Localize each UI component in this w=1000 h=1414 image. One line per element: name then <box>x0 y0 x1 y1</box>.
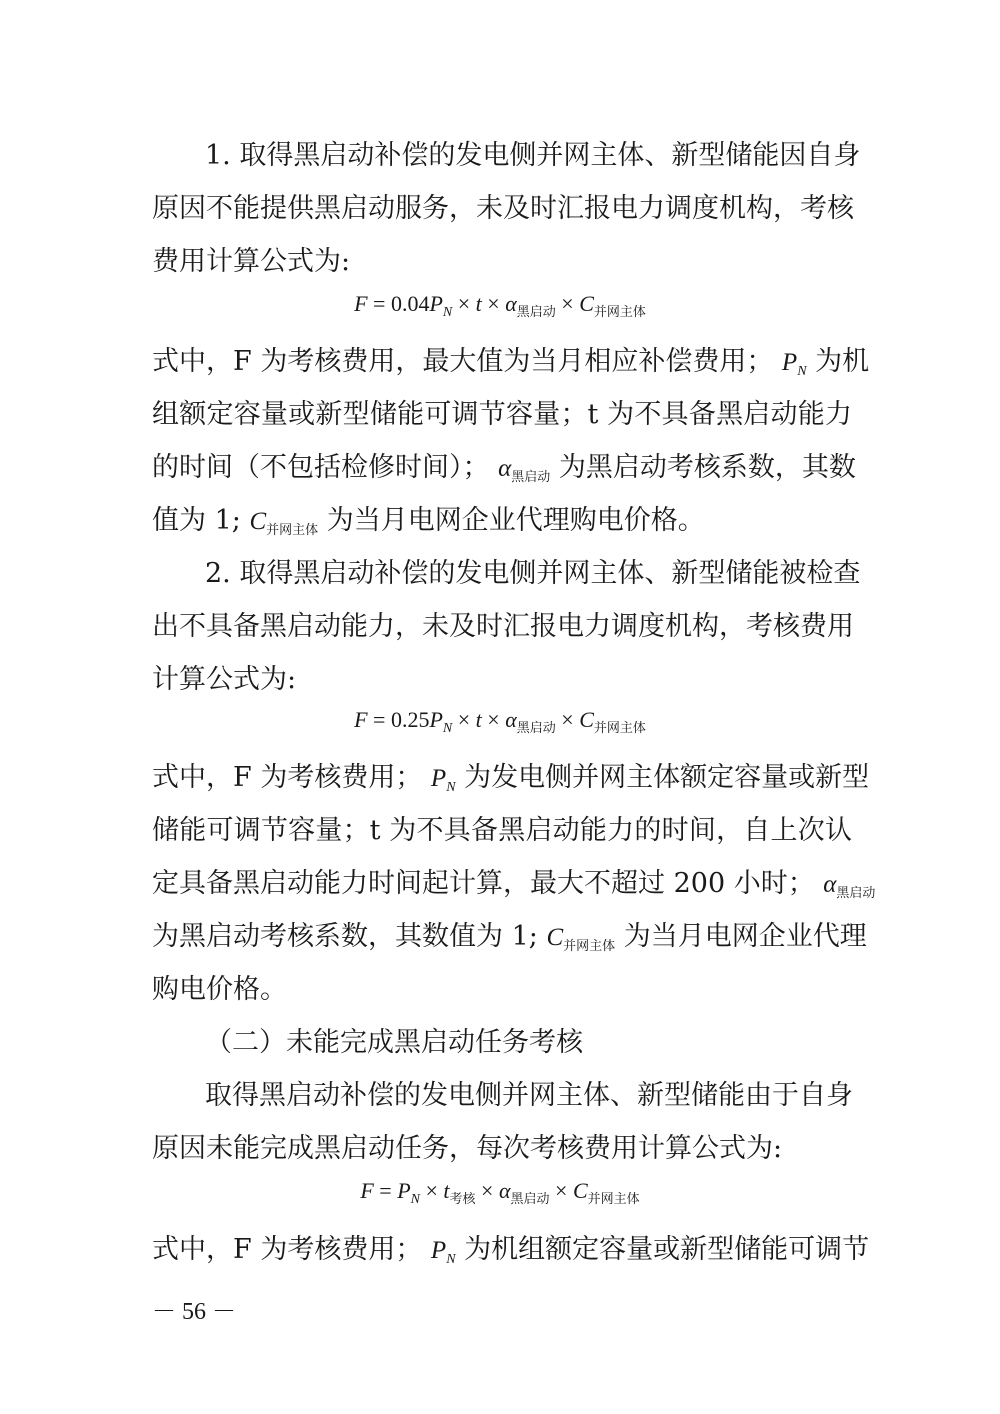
paragraph-2-line-3: 的时间（不包括检修时间）； $\alpha_{黑启动}$ 为黑启动考核系数，其数 <box>152 452 856 485</box>
paragraph-5-line-1: 取得黑启动补偿的发电侧并网主体、新型储能由于自身 <box>205 1080 853 1111</box>
paragraph-2-line-2: 组额定容量或新型储能可调节容量；t 为不具备黑启动能力 <box>152 399 852 430</box>
paragraph-4-line-5: 购电价格。 <box>152 974 287 1005</box>
paragraph-4-line-1: 式中，F 为考核费用； $P_N$ 为发电侧并网主体额定容量或新型 <box>152 762 870 795</box>
paragraph-1-line-1: 1. 取得黑启动补偿的发电侧并网主体、新型储能因自身 <box>205 140 861 171</box>
paragraph-2-line-4: 值为 1; $C_{并网主体}$ 为当月电网企业代理购电价格。 <box>152 505 705 538</box>
paragraph-1-line-3: 费用计算公式为: <box>152 246 351 277</box>
paragraph-6-line-1: 式中，F 为考核费用； $P_N$ 为机组额定容量或新型储能可调节 <box>152 1234 870 1267</box>
formula-1: $F = 0.04P_N \times t \times \alpha_{黑启动} \times C_{并网主体}$ <box>354 291 646 320</box>
paragraph-4-line-4: 为黑启动考核系数，其数值为 1; $C_{并网主体}$ 为当月电网企业代理 <box>152 921 867 954</box>
paragraph-4-line-3: 定具备黑启动能力时间起计算，最大不超过 200 小时； $\alpha_{黑启动}$ <box>152 868 876 901</box>
page-number: － 56 － <box>152 1299 236 1325</box>
paragraph-3-line-1: 2. 取得黑启动补偿的发电侧并网主体、新型储能被检查 <box>205 558 861 589</box>
formula-3: $F = P_N \times t_{考核} \times \alpha_{黑启动} \times C_{并网主体}$ <box>360 1178 640 1207</box>
section-heading: （二）未能完成黑启动任务考核 <box>205 1027 583 1058</box>
paragraph-4-line-2: 储能可调节容量；t 为不具备黑启动能力的时间，自上次认 <box>152 815 852 846</box>
paragraph-2-line-1: 式中，F 为考核费用，最大值为当月相应补偿费用； $P_N$ 为机 <box>152 346 870 379</box>
paragraph-3-line-3: 计算公式为: <box>152 664 297 695</box>
paragraph-1-line-2: 原因不能提供黑启动服务，未及时汇报电力调度机构，考核 <box>152 193 854 224</box>
formula-2: $F = 0.25P_N \times t \times \alpha_{黑启动} \times C_{并网主体}$ <box>354 707 646 736</box>
paragraph-3-line-2: 出不具备黑启动能力，未及时汇报电力调度机构，考核费用 <box>152 611 854 642</box>
paragraph-5-line-2: 原因未能完成黑启动任务，每次考核费用计算公式为: <box>152 1133 783 1164</box>
